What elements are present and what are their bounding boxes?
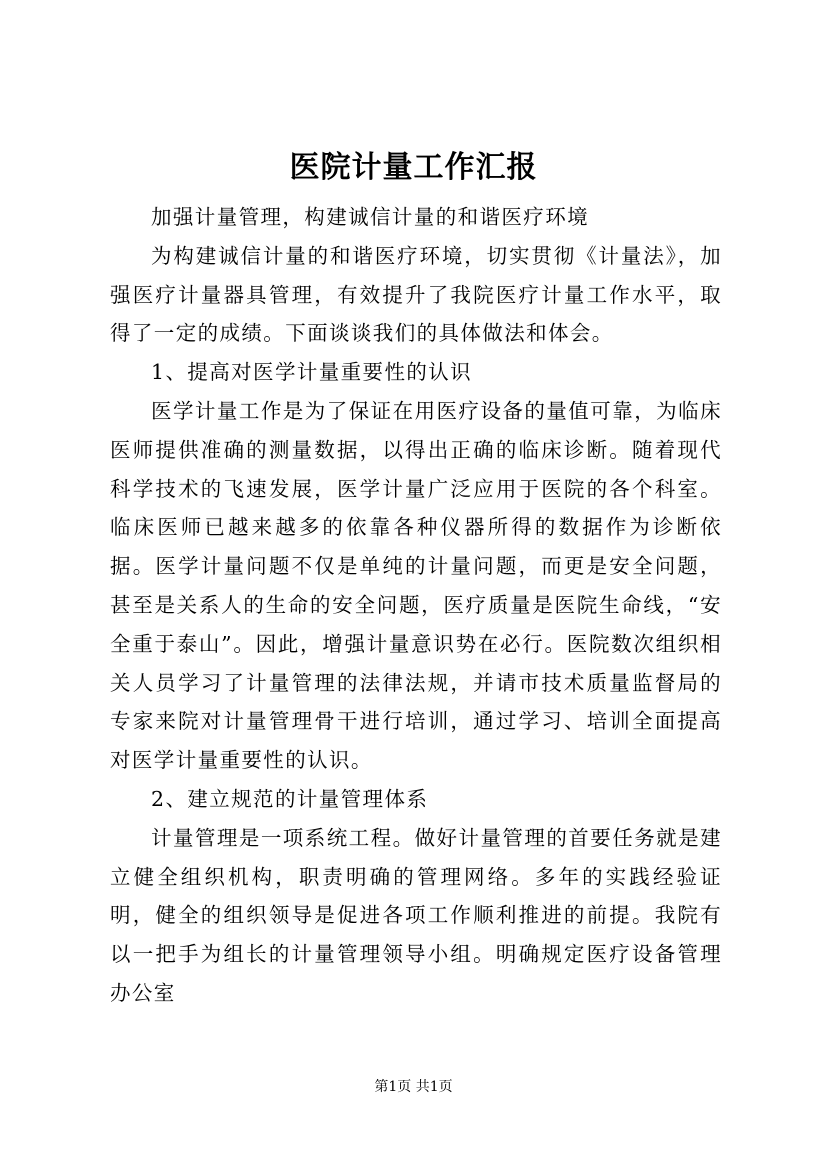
section-2-paragraph: 计量管理是一项系统工程。做好计量管理的首要任务就是建立健全组织机构，职责明确的管理网络。多年的实践经验证明，健全的组织领导是促进各项工作顺利推进的前提。我院有以一把手为组长的计量管理领导小组。明确规定医疗设备管理办公室 [110, 825, 722, 1005]
section-1-paragraph: 医学计量工作是为了保证在用医疗设备的量值可靠，为临床医师提供准确的测量数据，以得出正确的临床诊断。随着现代科学技术的飞速发展，医学计量广泛应用于医院的各个科室。临床医师已越来越多的依靠各种仪器所得的数据作为诊断依据。医学计量问题不仅是单纯的计量问题，而更是安全问题，甚至是关系人的生命的安全问题，医疗质量是医院生命线，“安全重于泰山”。因此，增强计量意识势在必行。医院数次组织相关人员学习了计量管理的法律法规，并请市技术质量监督局的专家来院对计量管理骨干进行培训，通过学习、培训全面提高对医学计量重要性的认识。 [110, 398, 722, 773]
document-body [110, 198, 722, 1013]
section-heading-1: 1、提高对医学计量重要性的认识 [151, 360, 473, 385]
page-footer: 第1页 共1页 [374, 1079, 453, 1095]
section-heading-2: 2、建立规范的计量管理体系 [151, 786, 429, 811]
document-title: 医院计量工作汇报 [289, 150, 538, 185]
intro-paragraph: 为构建诚信计量的和谐医疗环境，切实贯彻《计量法》，加强医疗计量器具管理，有效提升了我院医疗计量工作水平，取得了一定的成绩。下面谈谈我们的具体做法和体会。 [110, 243, 722, 346]
document-subtitle: 加强计量管理，构建诚信计量的和谐医疗环境 [151, 205, 589, 229]
